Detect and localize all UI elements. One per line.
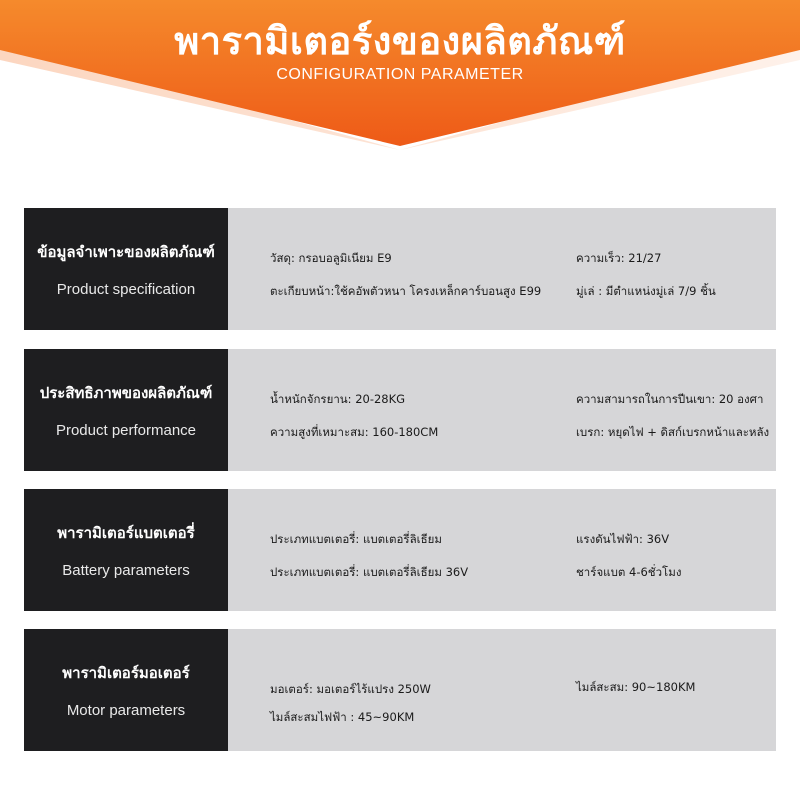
- battery-voltage: แรงดันไฟฟ้า: 36V: [576, 532, 670, 546]
- spec-speed: ความเร็ว: 21/27: [576, 251, 662, 265]
- battery-charge-time: ชาร์จแบต 4-6ชั่วโมง: [576, 565, 682, 579]
- section-label: [24, 208, 228, 330]
- spec-material: วัสดุ: กรอบอลูมิเนียม E9: [270, 251, 392, 265]
- section-title-th: พารามิเตอร์มอเตอร์: [62, 664, 190, 682]
- perf-climbing: ความสามารถในการปีนเขา: 20 องศา: [576, 392, 764, 406]
- section-label: [24, 629, 228, 751]
- section-title-th: ประสิทธิภาพของผลิตภัณฑ์: [39, 384, 213, 402]
- motor-type: มอเตอร์: มอเตอร์ไร้แปรง 250W: [270, 682, 431, 696]
- perf-brake: เบรก: หยุดไฟ + ดิสก์เบรกหน้าและหลัง: [576, 425, 770, 439]
- section-label: [24, 349, 228, 471]
- battery-type-36v: ประเภทแบตเตอรี่: แบตเตอรี่ลิเธียม 36V: [270, 565, 469, 579]
- section-title-en: Motor parameters: [66, 702, 186, 719]
- section-product-specification: [24, 208, 776, 330]
- section-content: [228, 629, 776, 751]
- section-product-performance: [24, 349, 776, 471]
- page-subtitle: CONFIGURATION PARAMETER: [276, 66, 524, 83]
- perf-height: ความสูงที่เหมาะสม: 160-180CM: [270, 425, 439, 439]
- battery-type: ประเภทแบตเตอรี่: แบตเตอรี่ลิเธียม: [270, 532, 442, 546]
- section-content: [228, 208, 776, 330]
- section-battery-parameters: [24, 489, 776, 611]
- spec-flywheel: มู่เล่ : มีตำแหน่งมู่เล่ 7/9 ชิ้น: [576, 284, 716, 298]
- section-title-th: พารามิเตอร์แบตเตอรี่: [57, 524, 195, 542]
- section-title-en: Battery parameters: [62, 562, 190, 579]
- motor-range: ไมล์สะสม: 90~180KM: [576, 680, 696, 694]
- header-banner: [0, 0, 800, 150]
- spec-front-fork: ตะเกียบหน้า:ใช้คอัพตัวหนา โครงเหล็กคาร์บอนสูง E99: [270, 284, 542, 298]
- page-title: พารามิเตอร์งของผลิตภัณฑ์: [174, 19, 626, 63]
- section-label: [24, 489, 228, 611]
- section-content: [228, 489, 776, 611]
- perf-weight: น้ำหนักจักรยาน: 20-28KG: [270, 392, 406, 406]
- section-title-th: ข้อมูลจำเพาะของผลิตภัณฑ์: [37, 243, 215, 261]
- section-title-en: Product performance: [55, 422, 197, 439]
- section-content: [228, 349, 776, 471]
- section-title-en: Product specification: [56, 281, 196, 298]
- motor-electric-range: ไมล์สะสมไฟฟ้า : 45~90KM: [270, 710, 415, 724]
- section-motor-parameters: [24, 629, 776, 751]
